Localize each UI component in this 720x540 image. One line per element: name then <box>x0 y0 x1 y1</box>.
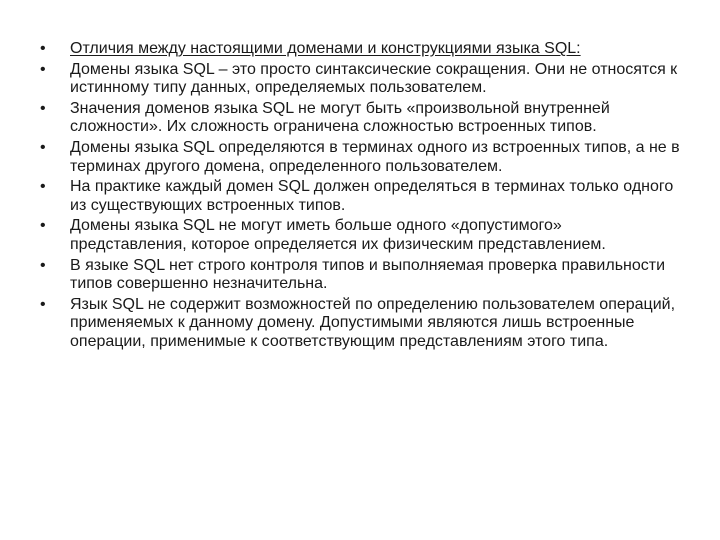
bullet-item <box>40 139 680 176</box>
bullet-text: Язык SQL не содержит возможностей по определению пользователем операций, применяемых к данному домену. Допустимыми являются лишь встроенные операции, применимые к соответствующим представлениям этого типа. <box>70 295 676 350</box>
bullet-dot-icon: • <box>40 138 46 156</box>
bullet-text: Домены языка SQL определяются в терминах одного из встроенных типов, а не в терминах другого домена, определенного пользователем. <box>70 138 680 175</box>
bullet-item <box>40 296 680 352</box>
bullet-dot-icon: • <box>40 99 46 117</box>
bullet-dot-icon: • <box>40 256 46 274</box>
bullet-text: Значения доменов языка SQL не могут быть «произвольной внутренней сложности». Их сложность ограничена сложностью встроенных типов. <box>70 99 610 136</box>
bullet-item <box>40 100 680 137</box>
bullet-dot-icon: • <box>40 40 46 57</box>
bullet-item <box>40 40 680 59</box>
bullet-dot-icon: • <box>40 217 46 235</box>
bullet-dot-icon: • <box>40 178 46 196</box>
bullet-item <box>40 217 680 254</box>
bullet-text: Домены языка SQL – это просто синтаксические сокращения. Они не относятся к истинному типу данных, определяемых пользователем. <box>70 60 678 97</box>
bullet-item <box>40 61 680 98</box>
bullet-text: На практике каждый домен SQL должен определяться в терминах только одного из существующих встроенных типов. <box>70 178 674 214</box>
bullet-dot-icon: • <box>40 60 46 78</box>
bullet-text: Домены языка SQL не могут иметь больше одного «допустимого» представления, которое определяется их физическим представлением. <box>70 217 606 253</box>
bullet-item <box>40 178 680 215</box>
bullet-dot-icon: • <box>40 295 46 313</box>
bullet-text: В языке SQL нет строго контроля типов и выполняемая проверка правильности типов совершенно незначительна. <box>70 256 666 293</box>
bullet-list <box>40 40 680 354</box>
bullet-text-heading: Отличия между настоящими доменами и конструкциями языка SQL: <box>70 40 581 57</box>
bullet-item <box>40 257 680 294</box>
